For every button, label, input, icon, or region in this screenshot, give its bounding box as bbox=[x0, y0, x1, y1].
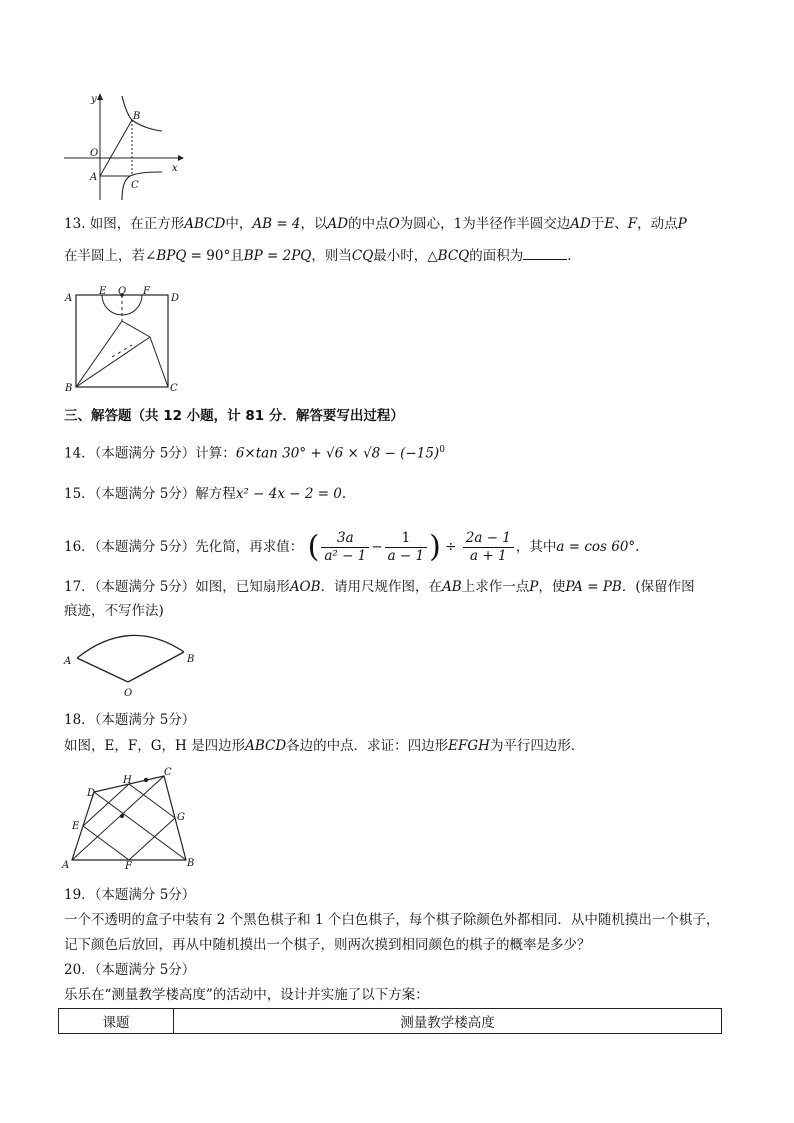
fig13-label-d: D bbox=[171, 293, 180, 304]
fraction: $\frac{2a - 1}{a + 1}$ bbox=[463, 530, 514, 565]
fig18-label-h: H bbox=[123, 775, 132, 786]
fig17-label-a: A bbox=[64, 656, 72, 667]
fig13-label-a: A bbox=[65, 293, 73, 304]
fig13-label-b: B bbox=[65, 383, 73, 394]
fig12-label-a: A bbox=[90, 172, 98, 183]
q13-line-1: 13. 如图，在正方形ABCD中，AB = 4，以AD的中点O为圆心，1为半径作半圆交边AD于E、F，动点P bbox=[64, 216, 687, 232]
fig18-label-g: G bbox=[177, 812, 185, 823]
fig12-label-b: B bbox=[133, 111, 141, 122]
q14: 14．（本题满分 5分）计算：6×tan $30^\circ + √6 \times √8 - (-15)^0$ bbox=[64, 445, 445, 462]
table-cell-value: 测量教学楼高度 bbox=[174, 1009, 722, 1034]
fig18-label-c: C bbox=[164, 767, 172, 778]
q19-head: 19．（本题满分 5分） bbox=[64, 887, 196, 903]
q13-line-2: 在半圆上，若∠BPQ = 90°且BP = 2PQ，则当CQ最小时，△BCQ的面积为 . bbox=[64, 248, 572, 264]
table-row bbox=[59, 1009, 722, 1034]
q18-body: 如图，E，F，G，H 是四边形ABCD各边的中点．求证：四边形EFGH为平行四边形． bbox=[64, 738, 585, 754]
fig18-label-a: A bbox=[62, 860, 70, 870]
figure-q12 bbox=[60, 90, 190, 205]
figure-q18 bbox=[60, 766, 210, 870]
fig18-label-d: D bbox=[87, 788, 96, 799]
table-cell-label: 课题 bbox=[59, 1009, 174, 1034]
fig12-label-c: C bbox=[131, 180, 139, 191]
q17-line-2: 痕迹，不写作法) bbox=[64, 603, 164, 619]
fig12-label-y: y bbox=[91, 94, 97, 105]
q16: 16．（本题满分 5分）先化简，再求值： ( $\frac{3a}{\text{a² − 1}}$ − $\frac{1}{a - 1}$ ) ÷ $\frac{2a - 1}{a + 1}$ ，其中a = cos 60°. bbox=[64, 529, 640, 565]
fig17-label-o: O bbox=[124, 688, 133, 699]
fig18-label-b: B bbox=[187, 858, 195, 869]
fig18-label-f: F bbox=[125, 861, 132, 870]
fraction: $\frac{3a}{\text{a² − 1}}$ bbox=[321, 530, 369, 565]
section-heading: 三、解答题（共 12 小题，计 81 分．解答要写出过程） bbox=[64, 408, 404, 424]
q20-head: 20．（本题满分 5分） bbox=[64, 962, 196, 978]
fig12-label-x: x bbox=[172, 163, 178, 174]
figure-q17 bbox=[60, 626, 210, 704]
fig17-label-b: B bbox=[187, 654, 195, 665]
fig13-label-e: E bbox=[99, 286, 107, 297]
q20-table bbox=[58, 1008, 722, 1034]
answer-blank bbox=[523, 247, 567, 260]
fig13-label-o: O bbox=[118, 286, 127, 297]
fig13-label-f: F bbox=[143, 286, 150, 297]
fig18-label-e: E bbox=[72, 821, 80, 832]
q17-line-1: 17．（本题满分 5分）如图，已知扇形AOB．请用尺规作图，在AB上求作一点P，使PA = PB．(保留作图 bbox=[64, 579, 695, 595]
q19-line-1: 一个不透明的盒子中装有 2 个黑色棋子和 1 个白色棋子，每个棋子除颜色外都相同．从中随机摸出一个棋子， bbox=[64, 912, 720, 928]
q19-line-2: 记下颜色后放回，再从中随机摸出一个棋子，则两次摸到相同颜色的棋子的概率是多少？ bbox=[64, 937, 591, 953]
fig12-label-o: O bbox=[90, 148, 99, 159]
q18-head: 18．（本题满分 5分） bbox=[64, 712, 196, 728]
fig13-label-c: C bbox=[170, 383, 178, 394]
fraction: $\frac{1}{a - 1}$ bbox=[385, 530, 428, 565]
figure-q13 bbox=[62, 285, 192, 395]
q15: 15．（本题满分 5分）解方程x² − 4x − 2 = 0. bbox=[64, 486, 347, 502]
q20-line-1: 乐乐在“测量教学楼高度”的活动中，设计并实施了以下方案： bbox=[64, 987, 429, 1003]
